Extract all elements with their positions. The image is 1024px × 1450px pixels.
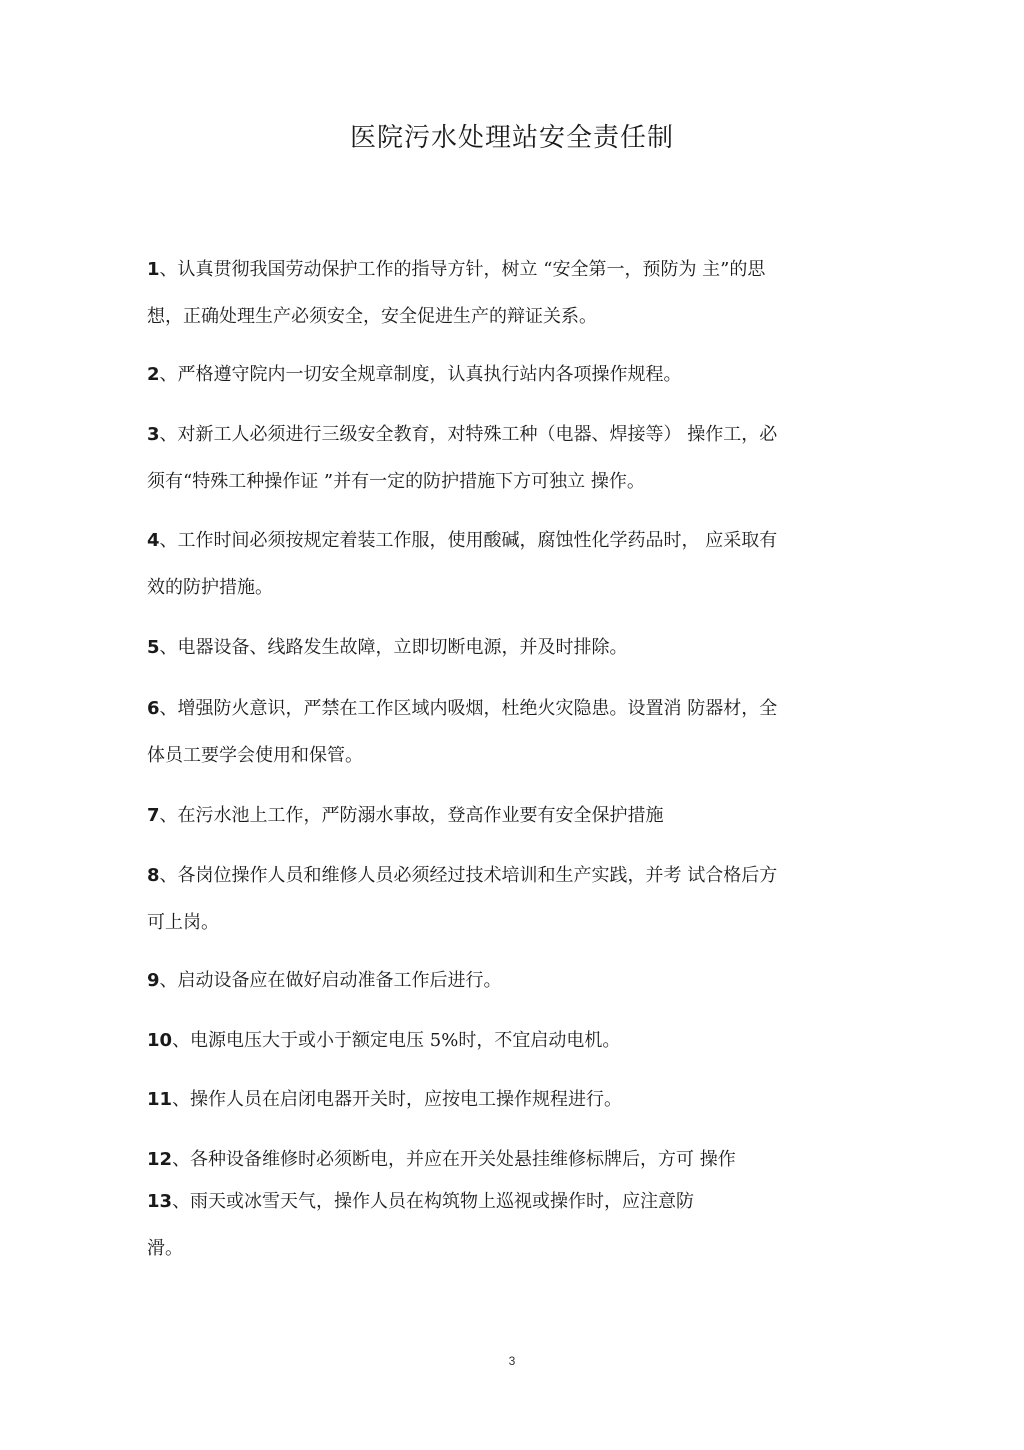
- rule-text: 、工作时间必须按规定着装工作服，使用酸碱，腐蚀性化学药品时， 应采取有: [159, 530, 778, 551]
- rule-item-6: [147, 685, 867, 779]
- rule-text: 、认真贯彻我国劳动保护工作的指导方针，树立 “安全第一，预防为 主”的思: [159, 259, 766, 280]
- rule-text: 、各种设备维修时必须断电，并应在开关处悬挂维修标牌后，方可 操作: [172, 1149, 736, 1170]
- rule-item-9: [147, 957, 867, 1004]
- page-number: 3: [508, 1354, 516, 1368]
- rule-line: [147, 957, 867, 1004]
- rule-item-10: [147, 1017, 867, 1064]
- rule-text: 、电源电压大于或小于额定电压 5%时，不宜启动电机。: [172, 1030, 621, 1051]
- rule-line: [147, 246, 867, 293]
- rule-line: [147, 685, 867, 732]
- rule-line: 须有“特殊工种操作证 ”并有一定的防护措施下方可独立 操作。: [147, 471, 645, 492]
- rule-line: [147, 411, 867, 458]
- rule-text: 、启动设备应在做好启动准备工作后进行。: [159, 970, 502, 991]
- rule-number: 10: [147, 1030, 173, 1051]
- rule-item-8: [147, 852, 867, 946]
- rule-line: [147, 852, 867, 899]
- rule-line: [147, 792, 867, 839]
- rule-item-13: [147, 1178, 867, 1272]
- rule-line: 体员工要学会使用和保管。: [147, 745, 363, 766]
- rule-number: 9: [147, 970, 160, 991]
- rule-item-3: [147, 411, 867, 505]
- rule-text: 、严格遵守院内一切安全规章制度，认真执行站内各项操作规程。: [159, 364, 682, 385]
- rule-item-2: [147, 351, 867, 398]
- rule-line: 滑。: [147, 1238, 183, 1259]
- rule-text: 、对新工人必须进行三级安全教育，对特殊工种（电器、焊接等） 操作工，必: [159, 424, 778, 445]
- rule-text: 、电器设备、线路发生故障，立即切断电源，并及时排除。: [159, 637, 628, 658]
- rule-line: [147, 351, 867, 398]
- rule-number: 1: [147, 259, 160, 280]
- rule-item-4: [147, 517, 867, 611]
- rule-line: [147, 1017, 867, 1064]
- rule-number: 4: [147, 530, 160, 551]
- rule-number: 12: [147, 1149, 173, 1170]
- rule-line: [147, 1136, 867, 1183]
- rule-text: 、在污水池上工作，严防溺水事故，登高作业要有安全保护措施: [159, 805, 664, 826]
- rule-item-12: [147, 1136, 867, 1183]
- rule-number: 8: [147, 865, 160, 886]
- rule-line: 想，正确处理生产必须安全，安全促进生产的辩证关系。: [147, 306, 597, 327]
- rule-item-1: [147, 246, 867, 340]
- document-title: 医院污水处理站安全责任制: [349, 123, 674, 153]
- rule-number: 3: [147, 424, 160, 445]
- rule-item-11: [147, 1076, 867, 1123]
- rule-number: 6: [147, 698, 160, 719]
- rule-line: [147, 517, 867, 564]
- rule-item-5: [147, 624, 867, 671]
- rule-line: 效的防护措施。: [147, 577, 273, 598]
- rule-text: 、操作人员在启闭电器开关时，应按电工操作规程进行。: [172, 1089, 623, 1110]
- rule-text: 、各岗位操作人员和维修人员必须经过技术培训和生产实践，并考 试合格后方: [159, 865, 778, 886]
- rule-line: 可上岗。: [147, 912, 219, 933]
- rule-text: 、雨天或冰雪天气，操作人员在构筑物上巡视或操作时，应注意防: [172, 1191, 695, 1212]
- rule-line: [147, 1076, 867, 1123]
- rule-number: 13: [147, 1191, 173, 1212]
- rule-number: 2: [147, 364, 160, 385]
- rule-line: [147, 624, 867, 671]
- rule-number: 5: [147, 637, 160, 658]
- rule-line: [147, 1178, 867, 1225]
- rule-text: 、增强防火意识，严禁在工作区域内吸烟，杜绝火灾隐患。设置消 防器材，全: [159, 698, 778, 719]
- rule-item-7: [147, 792, 867, 839]
- rule-number: 7: [147, 805, 160, 826]
- rule-number: 11: [147, 1089, 173, 1110]
